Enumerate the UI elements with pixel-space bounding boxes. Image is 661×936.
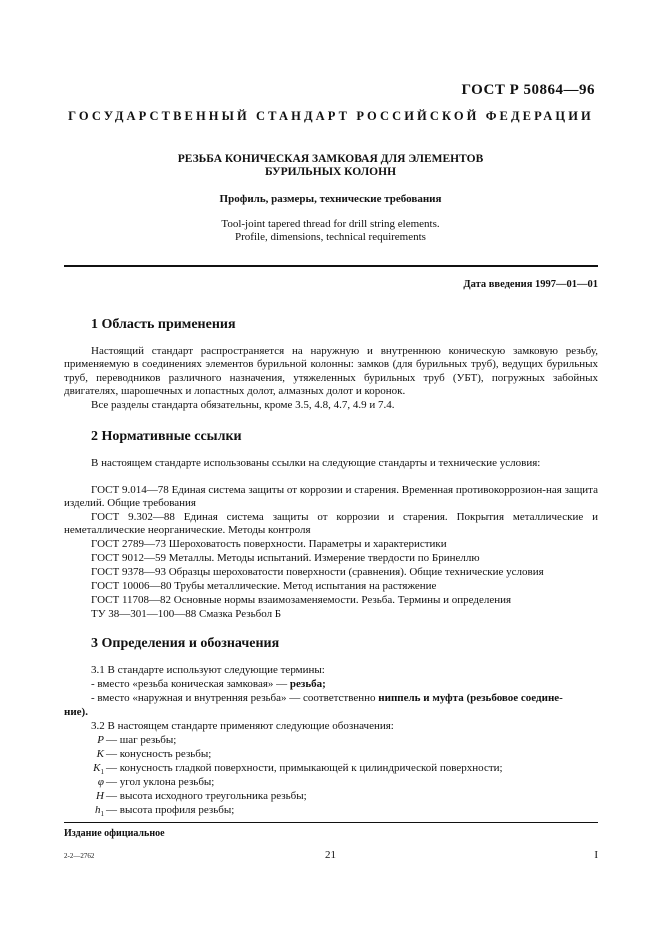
document-title bbox=[0, 153, 661, 179]
reference-item: ГОСТ 9.014—78 Единая система защиты от коррозии и старения. Временная противокоррозион-ная защита изделий. Общие требования bbox=[64, 484, 598, 510]
symbol-base: K bbox=[93, 762, 101, 774]
state-standard-banner: ГОСУДАРСТВЕННЫЙ СТАНДАРТ РОССИЙСКОЙ ФЕДЕРАЦИИ bbox=[68, 109, 594, 123]
page-number: 21 bbox=[325, 849, 336, 861]
document-subtitle: Профиль, размеры, технические требования bbox=[219, 193, 442, 205]
symbol-letter: P bbox=[97, 734, 104, 746]
term-2-term-continuation: ние). bbox=[64, 706, 88, 718]
footer-divider bbox=[64, 822, 598, 823]
clause-3-1: 3.1 В стандарте используют следующие термины: bbox=[91, 664, 325, 676]
english-title-line-1: Tool-joint tapered thread for drill string elements. bbox=[221, 218, 440, 230]
symbol-row bbox=[78, 734, 176, 747]
symbol-description: — шаг резьбы; bbox=[106, 734, 177, 746]
term-1-term: резьба; bbox=[289, 678, 326, 690]
section-2-intro: В настоящем стандарте использованы ссылки на следующие стандарты и технические условия: bbox=[91, 457, 541, 469]
symbol-description: — конусность гладкой поверхности, примыкающей к цилиндрической поверхности; bbox=[106, 762, 503, 774]
term-2-prefix: - вместо «наружная и внутренняя резьба» — соответственно bbox=[91, 692, 379, 704]
reference-item: ГОСТ 9012—59 Металлы. Методы испытаний. Измерение твердости по Бринеллю bbox=[91, 552, 480, 564]
symbol-row bbox=[78, 776, 214, 789]
symbol-row bbox=[78, 804, 234, 822]
reference-item: ГОСТ 11708—82 Основные нормы взаимозаменяемости. Резьба. Термины и определения bbox=[91, 594, 512, 606]
print-code: 2-2—2762 bbox=[64, 852, 95, 860]
title-divider bbox=[64, 265, 598, 267]
section-3-heading: 3 Определения и обозначения bbox=[91, 636, 280, 651]
reference-item: ТУ 38—301—100—88 Смазка Резьбол Б bbox=[91, 608, 282, 620]
section-2-heading: 2 Нормативные ссылки bbox=[91, 429, 242, 444]
symbol-description: — угол уклона резьбы; bbox=[106, 776, 215, 788]
symbol-subscript: 1 bbox=[100, 810, 104, 819]
english-title-line-2: Profile, dimensions, technical requirements bbox=[235, 231, 426, 243]
clause-3-2: 3.2 В настоящем стандарте применяют следующие обозначения: bbox=[91, 720, 394, 732]
symbol-description: — высота профиля резьбы; bbox=[106, 804, 235, 816]
reference-item: ГОСТ 2789—73 Шероховатость поверхности. Параметры и характеристики bbox=[91, 538, 447, 550]
section-1-mandatory-note: Все разделы стандарта обязательны, кроме 3.5, 4.8, 4.7, 4.9 и 7.4. bbox=[91, 399, 395, 411]
section-1-heading: 1 Область применения bbox=[91, 317, 236, 332]
symbol-letter bbox=[78, 804, 104, 822]
symbol-row bbox=[78, 748, 211, 761]
section-1-paragraph: Настоящий стандарт распространяется на наружную и внутреннюю коническую замковую резьбу, применяемую в соединениях элементов бурильной колонны: замков (для бурильных труб), ведущих бурильных труб, переводников различного назначения, утяжеленных бурильных труб (УБТ), погружных забойных двигателях, шарошечных и лопастных долот, алмазных долот и коронок. bbox=[64, 345, 598, 398]
term-1-prefix: - вместо «резьба коническая замковая» — bbox=[91, 678, 290, 690]
symbol-letter: K bbox=[96, 748, 104, 760]
symbol-description: — конусность резьбы; bbox=[106, 748, 212, 760]
reference-item: ГОСТ 9.302—88 Единая система защиты от коррозии и старения. Покрытия металлические и неметаллические неорганические. Методы контроля bbox=[64, 511, 598, 537]
symbol-description: — высота исходного треугольника резьбы; bbox=[106, 790, 307, 802]
title-line-2: БУРИЛЬНЫХ КОЛОНН bbox=[264, 166, 397, 178]
term-2-term: ниппель и муфта (резьбовое соедине- bbox=[378, 692, 563, 704]
symbol-subscript: 1 bbox=[100, 768, 104, 777]
title-line-1: РЕЗЬБА КОНИЧЕСКАЯ ЗАМКОВАЯ ДЛЯ ЭЛЕМЕНТОВ bbox=[177, 153, 484, 165]
gost-number: ГОСТ Р 50864—96 bbox=[461, 82, 595, 98]
symbol-base: h bbox=[95, 804, 101, 816]
symbol-letter: φ bbox=[97, 776, 104, 788]
page-mark: I bbox=[594, 849, 598, 861]
term-definition-1 bbox=[91, 678, 326, 691]
introduction-date: Дата введения 1997—01—01 bbox=[463, 279, 598, 290]
symbol-letter: H bbox=[96, 790, 104, 802]
symbol-row bbox=[78, 790, 307, 803]
reference-item: ГОСТ 9378—93 Образцы шероховатости поверхности (сравнения). Общие технические условия bbox=[91, 566, 544, 578]
english-title bbox=[0, 218, 661, 244]
official-edition-label: Издание официальное bbox=[64, 828, 165, 839]
reference-item: ГОСТ 10006—80 Трубы металлические. Метод испытания на растяжение bbox=[91, 580, 437, 592]
term-definition-2 bbox=[91, 692, 563, 705]
